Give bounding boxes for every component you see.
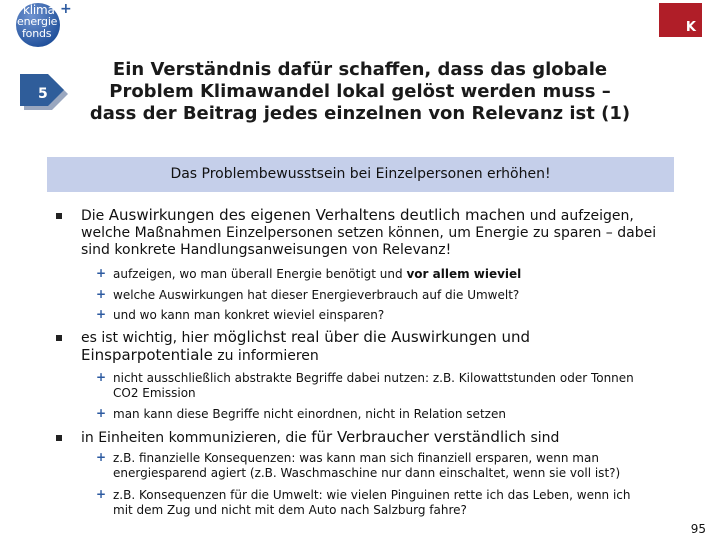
plus-icon: +: [96, 266, 107, 280]
plus-icon: +: [96, 370, 107, 384]
sub-bullet-line: z.B. finanzielle Konsequenzen: was kann man sich finanziell ersparen, wenn man: [113, 451, 599, 465]
plus-icon: +: [96, 287, 107, 301]
bullet-1-line-3: sind konkrete Handlungsanweisungen von Relevanz!: [81, 242, 452, 258]
plus-icon: +: [96, 450, 107, 464]
corner-badge: [659, 3, 702, 37]
plus-icon: +: [96, 307, 107, 321]
bullet-1-text: [81, 207, 681, 259]
sub-bullet-text: [113, 488, 673, 518]
plus-icon: +: [96, 406, 107, 420]
bullet-3-text: [81, 429, 681, 447]
sub-bullet-line: man kann diese Begriffe nicht einordnen, nicht in Relation setzen: [113, 407, 506, 421]
sub-bullet-text: [113, 407, 673, 422]
slide-title: [82, 59, 638, 125]
title-line-1: Ein Verständnis dafür schaffen, dass das globale: [112, 59, 608, 80]
text-span: und aufzeigen,: [525, 208, 634, 224]
logo-text-energie: energie: [17, 15, 58, 28]
corner-badge-letter: K: [685, 20, 696, 35]
highlight-text: für Verbraucher verständlich: [311, 428, 527, 446]
logo-text-klima: klima: [23, 3, 55, 17]
klima-energie-fonds-logo: [14, 1, 72, 48]
title-line-3: dass der Beitrag jedes einzelnen von Relevanz ist (1): [89, 103, 631, 124]
logo-text-fonds: fonds: [22, 27, 52, 40]
text-span: es ist wichtig, hier: [81, 330, 214, 346]
bullet-3-line-1: [81, 429, 681, 447]
bullet-square-icon: [56, 335, 62, 341]
sub-bullet-line: [113, 267, 673, 282]
bullet-1-line-2: welche Maßnahmen Einzelpersonen setzen können, um Energie zu sparen – dabei: [81, 225, 657, 241]
subtitle-banner: Das Problembewusstsein bei Einzelpersonen erhöhen!: [47, 157, 674, 192]
highlight-text: Einsparpotentiale: [81, 346, 213, 364]
highlight-text: Auswirkungen des eigenen Verhaltens deutlich machen: [108, 206, 526, 224]
title-line-2: Problem Klimawandel lokal gelöst werden muss –: [109, 81, 611, 102]
sub-bullet-line: energiesparend agiert (z.B. Waschmaschine nur dann einschaltet, wenn sie voll ist?): [113, 466, 621, 480]
bullet-square-icon: [56, 435, 62, 441]
logo-plus: +: [60, 1, 72, 17]
text-span: sind: [526, 430, 560, 446]
bullet-2-text: [81, 329, 681, 365]
sub-bullet-text: [113, 371, 673, 401]
sub-bullet-text: [113, 451, 673, 481]
sub-bullet-line: z.B. Konsequenzen für die Umwelt: wie vielen Pinguinen rette ich das Leben, wenn ich: [113, 488, 631, 502]
slide-number-badge: [18, 72, 70, 114]
sub-bullet-line: CO2 Emission: [113, 386, 196, 400]
bullet-1-line-1: [81, 207, 681, 225]
bullet-2-line-2: [81, 347, 681, 365]
text-span: in Einheiten kommunizieren, die: [81, 430, 312, 446]
slide-number: 5: [38, 86, 48, 102]
sub-bullet-line: welche Auswirkungen hat dieser Energieverbrauch auf die Umwelt?: [113, 288, 520, 302]
page-number: 95: [690, 522, 706, 536]
text-span: Die: [81, 208, 109, 224]
sub-bullet-line: und wo kann man konkret wieviel einsparen?: [113, 308, 385, 322]
plus-icon: +: [96, 487, 107, 501]
text-span: aufzeigen, wo man überall Energie benötigt und: [113, 267, 407, 281]
sub-bullet-text: [113, 308, 673, 323]
highlight-text: möglichst real über die Auswirkungen und: [213, 328, 531, 346]
text-span: zu informieren: [212, 348, 319, 364]
sub-bullet-text: [113, 288, 673, 303]
sub-bullet-text: [113, 267, 673, 282]
bullet-2-line-1: [81, 329, 681, 347]
sub-bullet-line: nicht ausschließlich abstrakte Begriffe dabei nutzen: z.B. Kilowattstunden oder Tonnen: [113, 371, 634, 385]
sub-bullet-line: mit dem Zug und nicht mit dem Auto nach Salzburg fahre?: [113, 503, 467, 517]
bullet-square-icon: [56, 213, 62, 219]
bold-text: vor allem wieviel: [406, 267, 522, 281]
